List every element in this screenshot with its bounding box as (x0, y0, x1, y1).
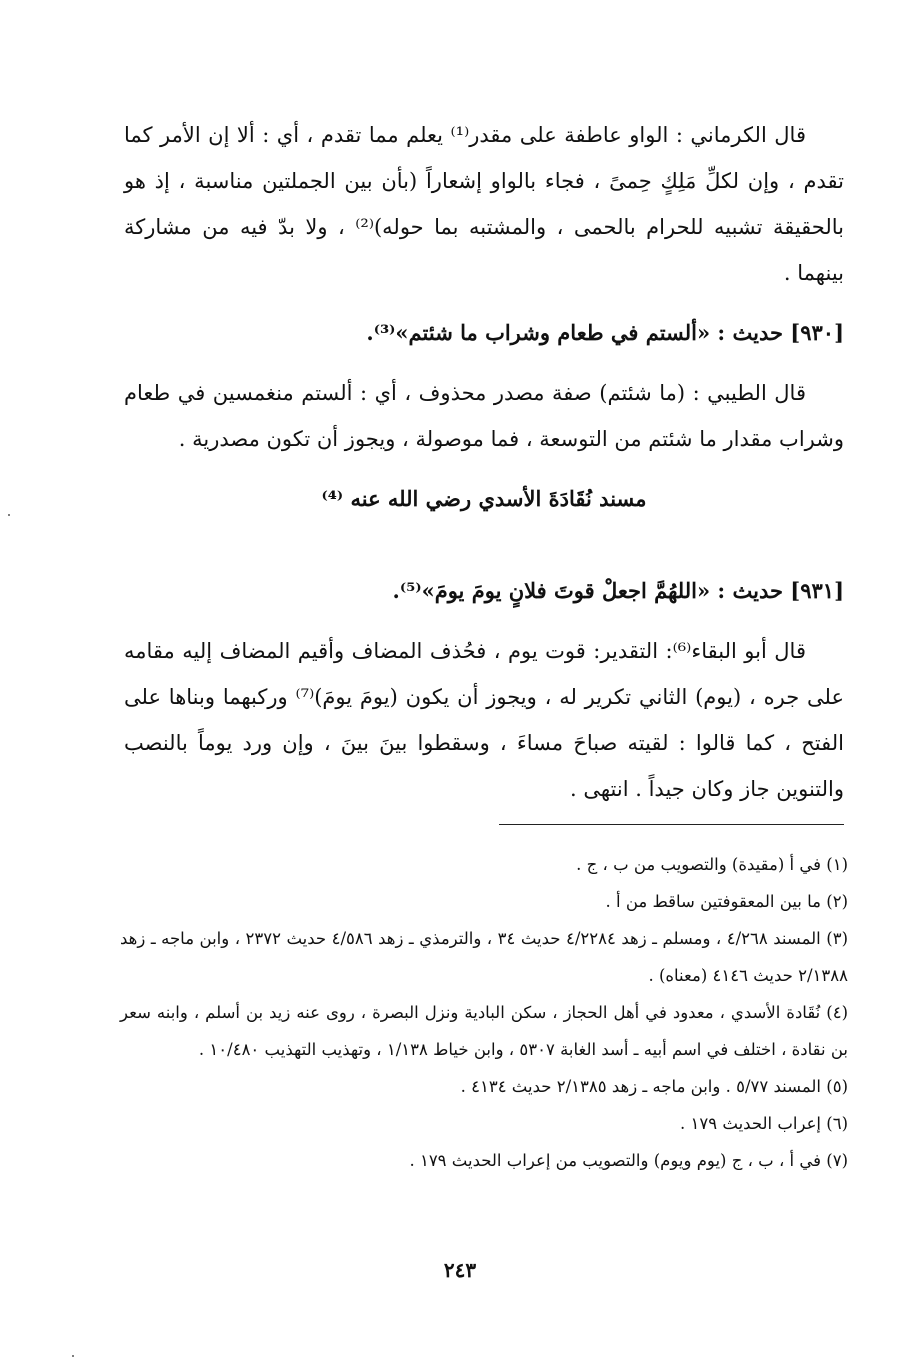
footnote-4: (٤) نُقَادة الأسدي ، معدود في أهل الحجاز ، سكن البادية ونزل البصرة ، روى عنه زيد بن أسلم ، وابنه سعر بن نقادة ، اختلف في اسم أبيه ـ أسد الغابة ٥٣٠٧ ، وابن خياط ١/١٣٨ ، وتهذيب التهذيب ١٠/٤٨٠ . (120, 1003, 848, 1059)
footnote-6: (٦) إعراب الحديث ١٧٩ . (680, 1114, 848, 1133)
hadith-930: [٩٣٠] حديث : «ألستم في طعام وشراب ما شئتم»⁽³⁾. (366, 320, 844, 345)
section-heading: مسند نُقَادَةَ الأسدي رضي الله عنه ⁽⁴⁾ (321, 486, 647, 511)
scan-speck (8, 514, 10, 516)
footnotes (120, 846, 848, 1179)
page-number: ٢٤٣ (443, 1258, 477, 1282)
footnote-3: (٣) المسند ٤/٢٦٨ ، ومسلم ـ زهد ٤/٢٢٨٤ حديث ٣٤ ، والترمذي ـ زهد ٤/٥٨٦ حديث ٢٣٧٢ ، وابن ماجه ـ زهد ٢/١٣٨٨ حديث ٤١٤٦ (معناه) . (120, 929, 848, 985)
hadith-931: [٩٣١] حديث : «اللهُمَّ اجعلْ قوتَ فلانٍ يومَ يومَ»⁽⁵⁾. (392, 578, 844, 603)
main-text (124, 112, 844, 826)
paragraph-abu-al-baqa: قال أبو البقاء⁽⁶⁾: التقدير: قوت يوم ، فحُذف المضاف وأقيم المضاف إليه مقامه على جره ، (يوم) الثاني تكرير له ، ويجوز أن يكون (يومَ يومَ)⁽⁷⁾ وركبهما وبناها على الفتح ، كما قالوا : لقيته صباحَ مساءَ ، وسقطوا بينَ بينَ ، وإن ورد يوماً بالنصب والتنوين جاز وكان جيداً . انتهى . (124, 639, 844, 801)
footnote-1: (١) في أ (مقيدة) والتصويب من ب ، ج . (576, 855, 848, 874)
paragraph-kirmani: قال الكرماني : الواو عاطفة على مقدر⁽¹⁾ يعلم مما تقدم ، أي : ألا إن الأمر كما تقدم ، وإن لكلِّ مَلِكٍ حِمىً ، فجاء بالواو إشعاراً (بأن بين الجملتين مناسبة ، إذ هو بالحقيقة تشبيه للحرام بالحمى ، والمشتبه بما حوله)⁽²⁾ ، ولا بدّ فيه من مشاركة بينهما . (124, 123, 844, 285)
footnote-7: (٧) في أ ، ب ، ج (يوم ويوم) والتصويب من إعراب الحديث ١٧٩ . (409, 1151, 848, 1170)
scan-speck (72, 1355, 74, 1357)
paragraph-tibi: قال الطيبي : (ما شئتم) صفة مصدر محذوف ، أي : ألستم منغمسين في طعام وشراب مقدار ما شئتم من التوسعة ، فما موصولة ، ويجوز أن تكون مصدرية . (124, 381, 844, 451)
footnote-divider (499, 824, 844, 825)
footnote-2: (٢) ما بين المعقوفتين ساقط من أ . (605, 892, 848, 911)
footnote-5: (٥) المسند ٥/٧٧ . وابن ماجه ـ زهد ٢/١٣٨٥ حديث ٤١٣٤ . (460, 1077, 848, 1096)
